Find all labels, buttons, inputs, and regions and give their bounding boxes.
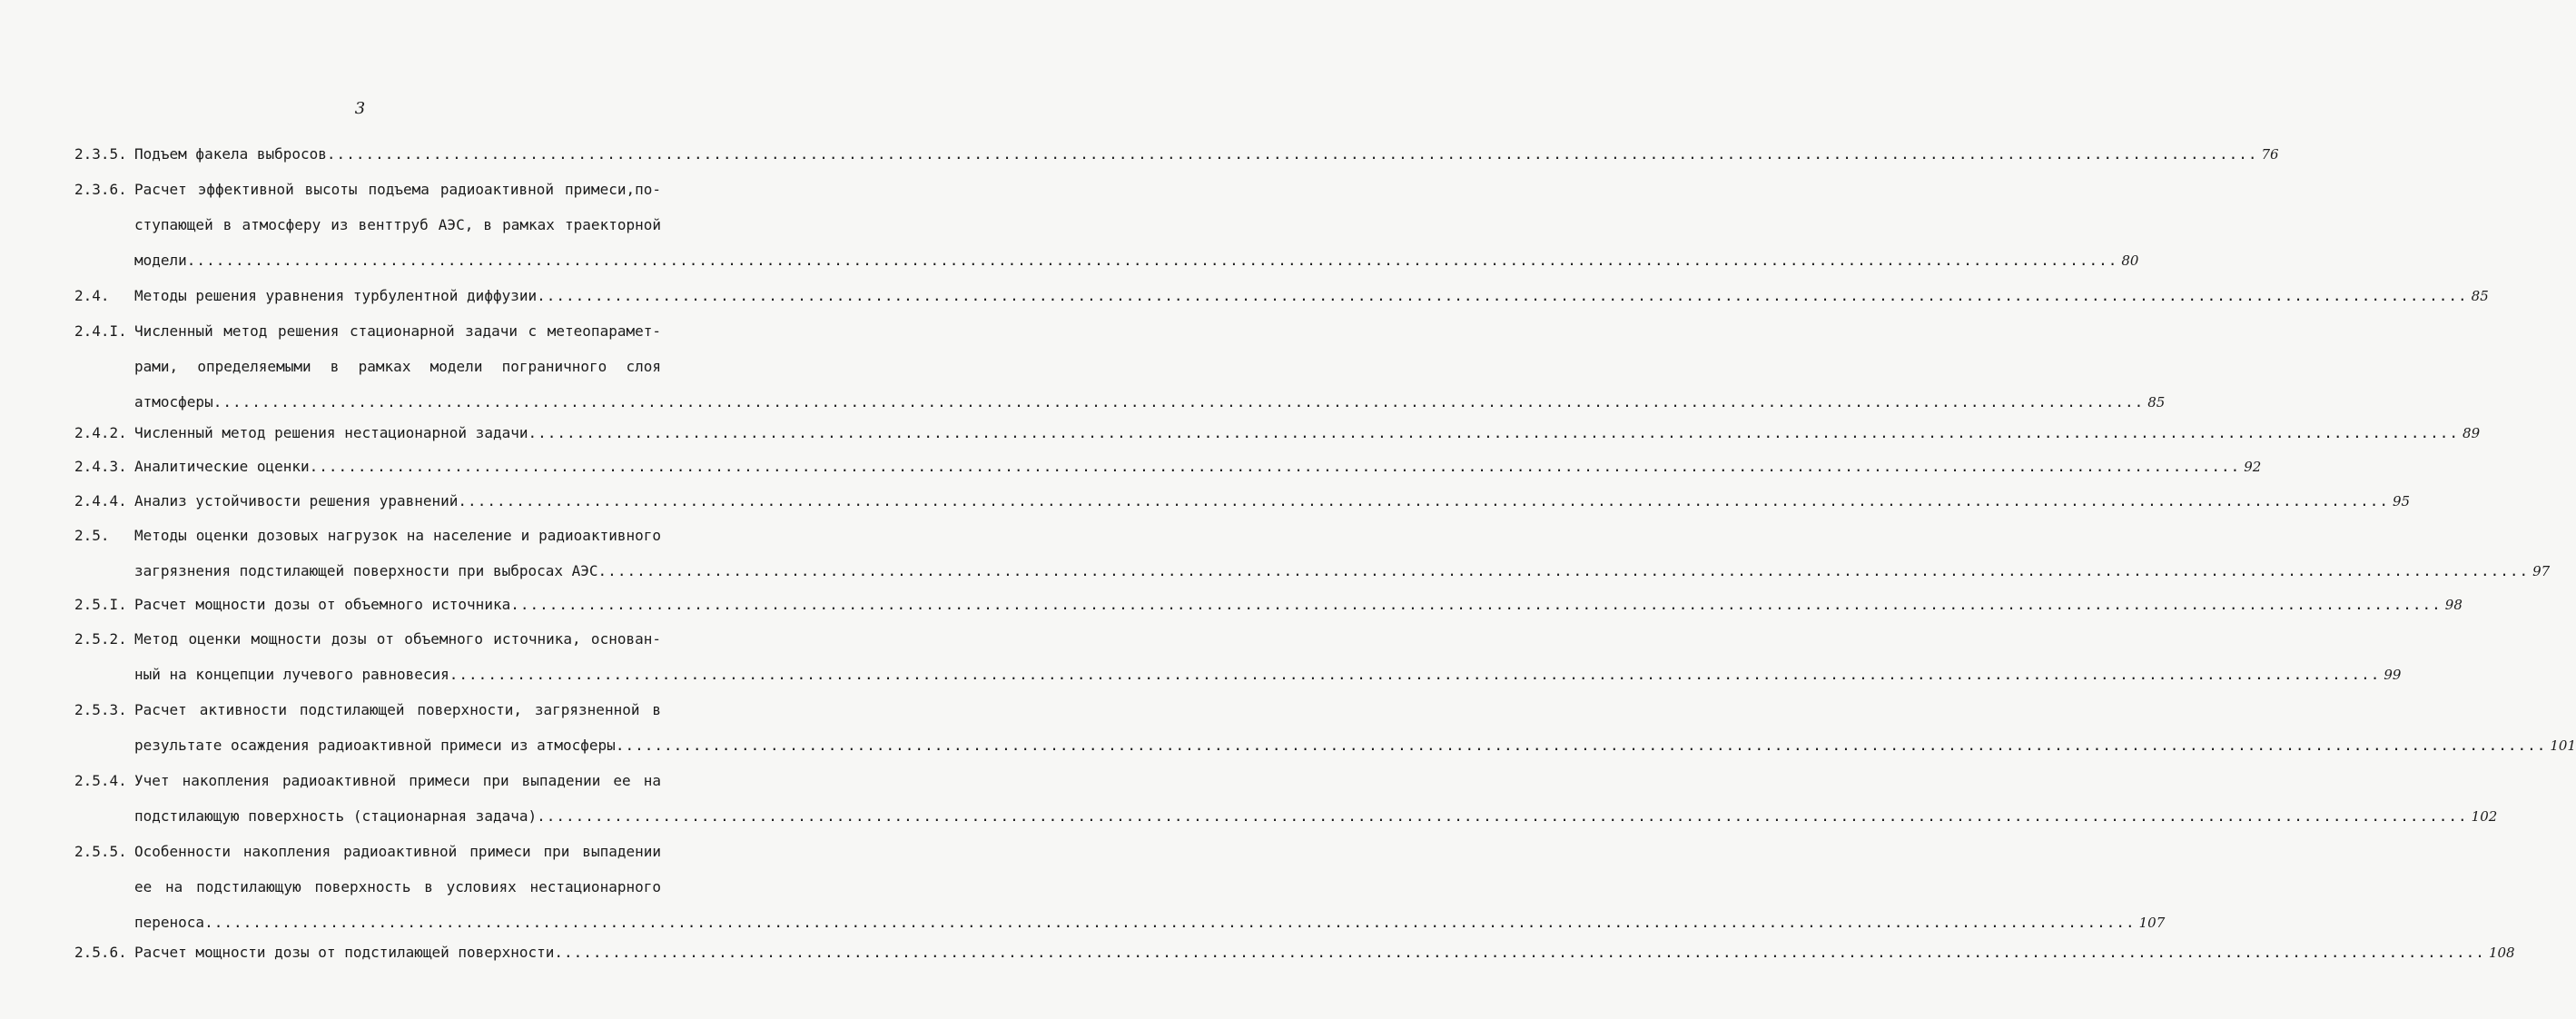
section-number: 2.5.3. xyxy=(74,701,127,718)
section-title: Расчет мощности дозы от объемного источника xyxy=(134,596,511,613)
page-ref: 76 xyxy=(2261,146,2279,163)
toc-line xyxy=(74,172,661,207)
dot-leader: ........................................................................................................................................................................................................ xyxy=(537,287,2468,304)
toc-entry xyxy=(74,415,2481,450)
section-title: Метод оценки мощности дозы от объемного источника, основан- xyxy=(134,630,661,648)
section-title: ее на подстилающую поверхность в условиях нестационарного xyxy=(134,878,661,895)
toc-line xyxy=(74,798,2498,834)
toc-line xyxy=(74,763,661,798)
toc-line xyxy=(74,242,2139,278)
section-title: Методы решения уравнения турбулентной диффузии xyxy=(134,287,538,304)
page-number: 3 xyxy=(354,99,366,118)
page-ref: 101 xyxy=(2550,737,2576,754)
dot-leader: ........................................................................................................................................................................................................ xyxy=(597,562,2530,579)
section-title: Расчет активности подстилающей поверхности, загрязненной в xyxy=(134,701,661,718)
section-title: Особенности накопления радиоактивной примеси при выпадении xyxy=(134,843,661,860)
page-ref: 99 xyxy=(2384,667,2402,683)
section-title: ный на концепции лучевого равновесия xyxy=(134,666,449,683)
page-ref: 85 xyxy=(2471,288,2489,304)
page-ref: 95 xyxy=(2392,493,2411,510)
toc-entry xyxy=(74,935,2515,970)
toc-line xyxy=(74,278,2489,313)
page-ref: 92 xyxy=(2244,459,2262,475)
page-ref: 80 xyxy=(2121,252,2139,269)
toc-entry xyxy=(74,587,2462,622)
page-ref: 107 xyxy=(2138,915,2166,931)
toc-entry xyxy=(74,834,2166,940)
section-number: 2.5.4. xyxy=(74,772,127,789)
dot-leader: ........................................................................................................................................................................................................ xyxy=(510,596,2442,613)
toc-entry xyxy=(74,449,2262,484)
dot-leader: ........................................................................................................................................................................................................ xyxy=(212,393,2145,411)
section-title: результате осаждения радиоактивной примеси из атмосферы xyxy=(134,737,616,754)
section-title: модели xyxy=(134,252,187,269)
toc-entry xyxy=(74,763,2498,834)
toc-line xyxy=(74,553,2551,589)
section-number: 2.5.6. xyxy=(74,944,127,961)
section-number: 2.4.I. xyxy=(74,322,127,340)
toc-line xyxy=(74,727,2576,763)
page-ref: 89 xyxy=(2462,425,2481,441)
toc-line xyxy=(74,869,661,905)
toc-entry xyxy=(74,483,2411,519)
section-number: 2.5.2. xyxy=(74,630,127,648)
toc-entry xyxy=(74,518,2551,589)
dot-leader: ........................................................................................................................................................................................................ xyxy=(537,807,2468,825)
section-number: 2.3.6. xyxy=(74,181,127,198)
section-number: 2.3.5. xyxy=(74,145,127,163)
section-title: Учет накопления радиоактивной примеси при выпадении ее на xyxy=(134,772,661,789)
section-title: Расчет мощности дозы от подстилающей поверхности xyxy=(134,944,555,961)
toc-line xyxy=(74,621,661,657)
dot-leader: ........................................................................................................................................................................................................ xyxy=(528,424,2460,441)
page-ref: 97 xyxy=(2532,563,2551,579)
section-title: Расчет эффективной высоты подъема радиоактивной примеси,по- xyxy=(134,181,661,198)
section-number: 2.4.4. xyxy=(74,492,127,510)
toc-line xyxy=(74,587,2462,622)
section-title: атмосферы xyxy=(134,393,213,411)
section-number: 2.5.I. xyxy=(74,596,127,613)
toc-line xyxy=(74,449,2262,484)
section-number: 2.5. xyxy=(74,527,110,544)
section-title: Аналитические оценки xyxy=(134,458,310,475)
section-title: ступающей в атмосферу из венттруб АЭС, в рамках траекторной xyxy=(134,216,661,233)
section-title: переноса xyxy=(134,914,205,931)
dot-leader: ........................................................................................................................................................................................................ xyxy=(326,145,2258,163)
toc-line xyxy=(74,834,661,869)
dot-leader: ........................................................................................................................................................................................................ xyxy=(186,252,2118,269)
toc-line xyxy=(74,692,661,727)
toc-line xyxy=(74,136,2279,172)
toc-entry xyxy=(74,692,2576,763)
toc-line xyxy=(74,349,661,384)
dot-leader: ........................................................................................................................................................................................................ xyxy=(615,737,2547,754)
section-title: Подъем факела выбросов xyxy=(134,145,327,163)
dot-leader: ........................................................................................................................................................................................................ xyxy=(204,914,2136,931)
section-title: подстилающую поверхность (стационарная задача) xyxy=(134,807,538,825)
section-title: Анализ устойчивости решения уравнений xyxy=(134,492,459,510)
page-ref: 102 xyxy=(2471,808,2498,825)
section-number: 2.4. xyxy=(74,287,110,304)
section-title: Численный метод решения стационарной задачи с метеопарамет- xyxy=(134,322,661,340)
toc-line xyxy=(74,935,2515,970)
section-title: рами, определяемыми в рамках модели пограничного слоя xyxy=(134,358,661,375)
section-number: 2.5.5. xyxy=(74,843,127,860)
toc-line xyxy=(74,313,661,349)
dot-leader: ........................................................................................................................................................................................................ xyxy=(554,944,2485,961)
toc-line xyxy=(74,207,661,242)
section-title: Методы оценки дозовых нагрузок на население и радиоактивного xyxy=(134,527,661,544)
toc-line xyxy=(74,483,2411,519)
section-number: 2.4.2. xyxy=(74,424,127,441)
dot-leader: ........................................................................................................................................................................................................ xyxy=(449,666,2381,683)
toc-line xyxy=(74,518,661,553)
dot-leader: ........................................................................................................................................................................................................ xyxy=(458,492,2389,510)
page-ref: 108 xyxy=(2488,945,2515,961)
section-number: 2.4.3. xyxy=(74,458,127,475)
section-title: Численный метод решения нестационарной задачи xyxy=(134,424,528,441)
toc-entry xyxy=(74,172,2139,278)
toc-entry xyxy=(74,313,2166,420)
toc-entry xyxy=(74,621,2402,692)
toc-entry xyxy=(74,278,2489,313)
page-ref: 98 xyxy=(2444,597,2462,613)
toc-line xyxy=(74,415,2481,450)
toc-entry xyxy=(74,136,2279,172)
page-ref: 85 xyxy=(2147,394,2166,411)
toc-line xyxy=(74,657,2402,692)
section-title: загрязнения подстилающей поверхности при выбросах АЭС xyxy=(134,562,598,579)
dot-leader: ........................................................................................................................................................................................................ xyxy=(309,458,2241,475)
